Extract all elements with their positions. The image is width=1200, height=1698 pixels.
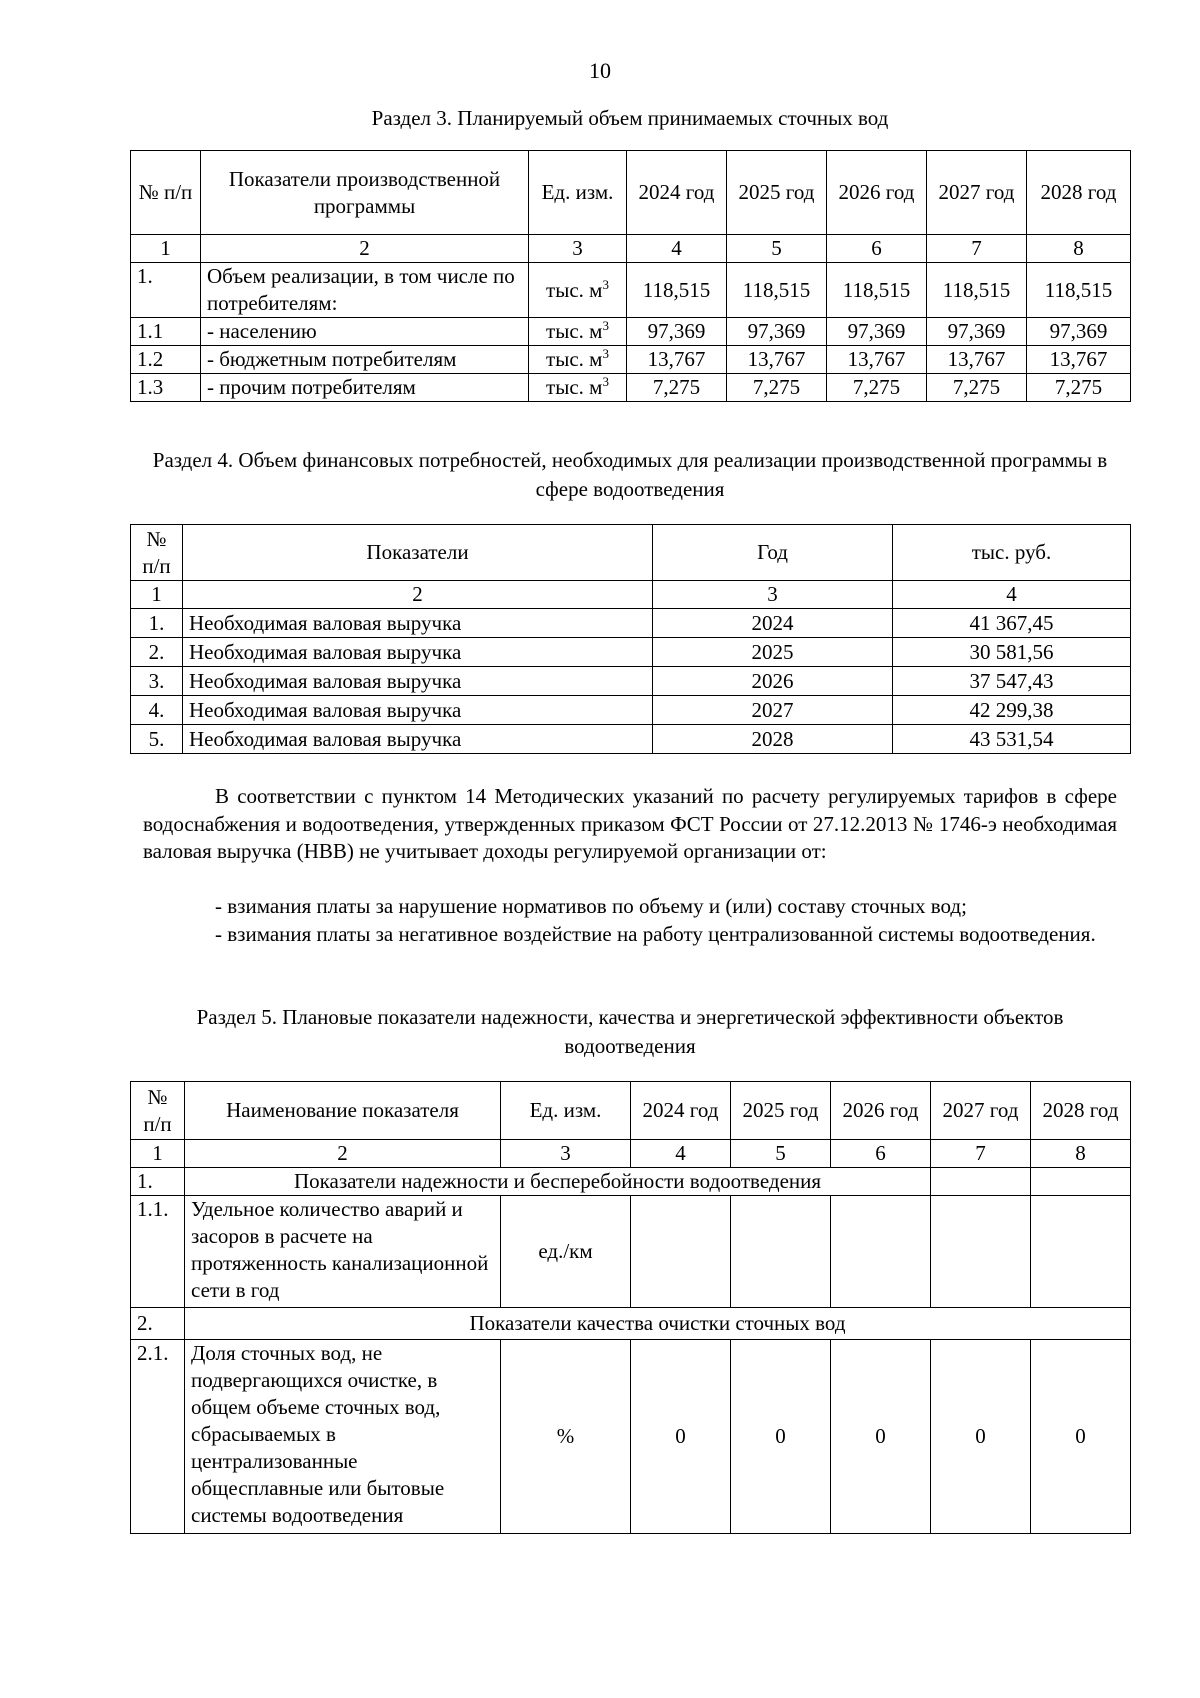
empty-cell <box>931 1168 1031 1196</box>
row-name: Объем реализации, в том числе по потребителям: <box>201 263 529 318</box>
row-value: 97,369 <box>727 318 827 346</box>
table-header-row <box>131 525 1131 581</box>
table-row <box>131 318 1131 346</box>
row-value: 118,515 <box>627 263 727 318</box>
header-indicator: Наименование показателя <box>185 1082 501 1140</box>
table-header-row <box>131 151 1131 235</box>
section4-table <box>130 524 1131 754</box>
row-num: 1. <box>131 263 201 318</box>
header-year: 2024 год <box>631 1082 731 1140</box>
row-name: - населению <box>201 318 529 346</box>
row-name: Необходимая валовая выручка <box>183 696 653 725</box>
table-row <box>131 725 1131 754</box>
col-number: 3 <box>653 581 893 609</box>
col-number: 7 <box>931 1140 1031 1168</box>
row-value: 0 <box>931 1340 1031 1534</box>
row-value: 118,515 <box>727 263 827 318</box>
header-unit: Ед. изм. <box>501 1082 631 1140</box>
row-value <box>731 1196 831 1308</box>
header-indicator: Показатели производственной программы <box>201 151 529 235</box>
row-value: 7,275 <box>827 374 927 402</box>
table-row <box>131 263 1131 318</box>
row-unit: % <box>501 1340 631 1534</box>
row-value: 43 531,54 <box>893 725 1131 754</box>
row-value: 97,369 <box>827 318 927 346</box>
header-num: № п/п <box>131 525 183 581</box>
row-num: 1.3 <box>131 374 201 402</box>
table-row <box>131 638 1131 667</box>
row-value: 7,275 <box>1027 374 1131 402</box>
row-name: Доля сточных вод, не подвергающихся очистке, в общем объеме сточных вод, сбрасываемых в централизованные общесплавные или бытовые системы водоотведения <box>185 1340 501 1534</box>
row-value: 13,767 <box>727 346 827 374</box>
group-num: 2. <box>131 1308 185 1340</box>
page-number: 10 <box>589 58 611 83</box>
group-row <box>131 1308 1131 1340</box>
row-value: 0 <box>1031 1340 1131 1534</box>
row-year: 2028 <box>653 725 893 754</box>
row-value: 7,275 <box>627 374 727 402</box>
col-number: 3 <box>529 235 627 263</box>
row-name: - прочим потребителям <box>201 374 529 402</box>
header-unit: Ед. изм. <box>529 151 627 235</box>
row-name: Необходимая валовая выручка <box>183 667 653 696</box>
col-number: 3 <box>501 1140 631 1168</box>
row-value: 30 581,56 <box>893 638 1131 667</box>
col-number: 4 <box>627 235 727 263</box>
header-num: № п/п <box>131 1082 185 1140</box>
row-value: 0 <box>731 1340 831 1534</box>
row-value: 118,515 <box>827 263 927 318</box>
col-number: 5 <box>727 235 827 263</box>
row-value: 42 299,38 <box>893 696 1131 725</box>
row-value: 41 367,45 <box>893 609 1131 638</box>
row-unit: тыс. $м^3$ <box>529 263 627 318</box>
row-year: 2024 <box>653 609 893 638</box>
col-number: 8 <box>1027 235 1131 263</box>
header-year: Год <box>653 525 893 581</box>
row-unit: тыс. $м^3$ <box>529 374 627 402</box>
header-year: 2028 год <box>1027 151 1131 235</box>
row-unit: тыс. $м^3$ <box>529 318 627 346</box>
row-name: Удельное количество аварий и засоров в расчете на протяженность канализационной сети в год <box>185 1196 501 1308</box>
row-value: 13,767 <box>927 346 1027 374</box>
table-row <box>131 696 1131 725</box>
section4-title: Раздел 4. Объем финансовых потребностей, необходимых для реализации производственной программы в сфере водоотведения <box>152 448 1108 501</box>
row-num: 1. <box>131 609 183 638</box>
row-value: 37 547,43 <box>893 667 1131 696</box>
row-value: 118,515 <box>927 263 1027 318</box>
col-number: 7 <box>927 235 1027 263</box>
col-number: 4 <box>631 1140 731 1168</box>
col-number: 4 <box>893 581 1131 609</box>
column-number-row <box>131 581 1131 609</box>
row-num: 1.1 <box>131 318 201 346</box>
header-amount: тыс. руб. <box>893 525 1131 581</box>
col-number: 6 <box>827 235 927 263</box>
row-year: 2025 <box>653 638 893 667</box>
column-number-row <box>131 1140 1131 1168</box>
row-num: 4. <box>131 696 183 725</box>
row-value: 13,767 <box>627 346 727 374</box>
table-row <box>131 374 1131 402</box>
row-value <box>631 1196 731 1308</box>
col-number: 1 <box>131 581 183 609</box>
row-name: - бюджетным потребителям <box>201 346 529 374</box>
section5-title: Раздел 5. Плановые показатели надежности, качества и энергетической эффективности объектов водоотведения <box>196 1005 1064 1058</box>
table-row <box>131 346 1131 374</box>
row-unit: ед./км <box>501 1196 631 1308</box>
table-row <box>131 609 1131 638</box>
table-row <box>131 1196 1131 1308</box>
col-number: 6 <box>831 1140 931 1168</box>
row-value <box>931 1196 1031 1308</box>
row-year: 2026 <box>653 667 893 696</box>
header-year: 2027 год <box>931 1082 1031 1140</box>
section3-table <box>130 150 1131 402</box>
header-num: № п/п <box>131 151 201 235</box>
header-indicator: Показатели <box>183 525 653 581</box>
col-number: 2 <box>185 1140 501 1168</box>
row-value: 13,767 <box>827 346 927 374</box>
group-title: Показатели надежности и бесперебойности водоотведения <box>185 1168 931 1196</box>
paragraph-item-1: - взимания платы за нарушение нормативов по объему и (или) составу сточных вод; <box>215 894 967 918</box>
row-value: 97,369 <box>1027 318 1131 346</box>
section5-table <box>130 1081 1131 1534</box>
group-title: Показатели качества очистки сточных вод <box>185 1308 1131 1340</box>
group-num: 1. <box>131 1168 185 1196</box>
row-value: 0 <box>631 1340 731 1534</box>
paragraph-item-2: - взимания платы за негативное воздействие на работу централизованной системы водоотведения. <box>215 922 1096 946</box>
row-value: 7,275 <box>927 374 1027 402</box>
header-year: 2025 год <box>727 151 827 235</box>
row-value: 0 <box>831 1340 931 1534</box>
row-value: 118,515 <box>1027 263 1131 318</box>
row-value: 7,275 <box>727 374 827 402</box>
row-num: 5. <box>131 725 183 754</box>
table-row <box>131 667 1131 696</box>
row-value <box>1031 1196 1131 1308</box>
row-num: 1.2 <box>131 346 201 374</box>
header-year: 2025 год <box>731 1082 831 1140</box>
col-number: 8 <box>1031 1140 1131 1168</box>
row-unit: тыс. $м^3$ <box>529 346 627 374</box>
empty-cell <box>1031 1168 1131 1196</box>
row-num: 2.1. <box>131 1340 185 1534</box>
column-number-row <box>131 235 1131 263</box>
section3-title: Раздел 3. Планируемый объем принимаемых сточных вод <box>371 106 889 130</box>
header-year: 2026 год <box>827 151 927 235</box>
table-row <box>131 1340 1131 1534</box>
table-header-row <box>131 1082 1131 1140</box>
row-num: 2. <box>131 638 183 667</box>
row-value: 13,767 <box>1027 346 1131 374</box>
row-value <box>831 1196 931 1308</box>
col-number: 1 <box>131 235 201 263</box>
paragraph-nvv: В соответствии с пунктом 14 Методических указаний по расчету регулируемых тарифов в сфере водоснабжения и водоотведения, утвержденных приказом ФСТ России от 27.12.2013 № 1746-э необходимая валовая выручка (НВВ) не учитывает доходы регулируемой организации от: <box>143 784 1117 863</box>
row-num: 1.1. <box>131 1196 185 1308</box>
row-name: Необходимая валовая выручка <box>183 725 653 754</box>
row-value: 97,369 <box>627 318 727 346</box>
header-year: 2027 год <box>927 151 1027 235</box>
header-year: 2028 год <box>1031 1082 1131 1140</box>
col-number: 5 <box>731 1140 831 1168</box>
col-number: 2 <box>201 235 529 263</box>
header-year: 2026 год <box>831 1082 931 1140</box>
col-number: 2 <box>183 581 653 609</box>
header-year: 2024 год <box>627 151 727 235</box>
row-name: Необходимая валовая выручка <box>183 638 653 667</box>
group-row <box>131 1168 1131 1196</box>
row-num: 3. <box>131 667 183 696</box>
row-value: 97,369 <box>927 318 1027 346</box>
col-number: 1 <box>131 1140 185 1168</box>
row-name: Необходимая валовая выручка <box>183 609 653 638</box>
row-year: 2027 <box>653 696 893 725</box>
